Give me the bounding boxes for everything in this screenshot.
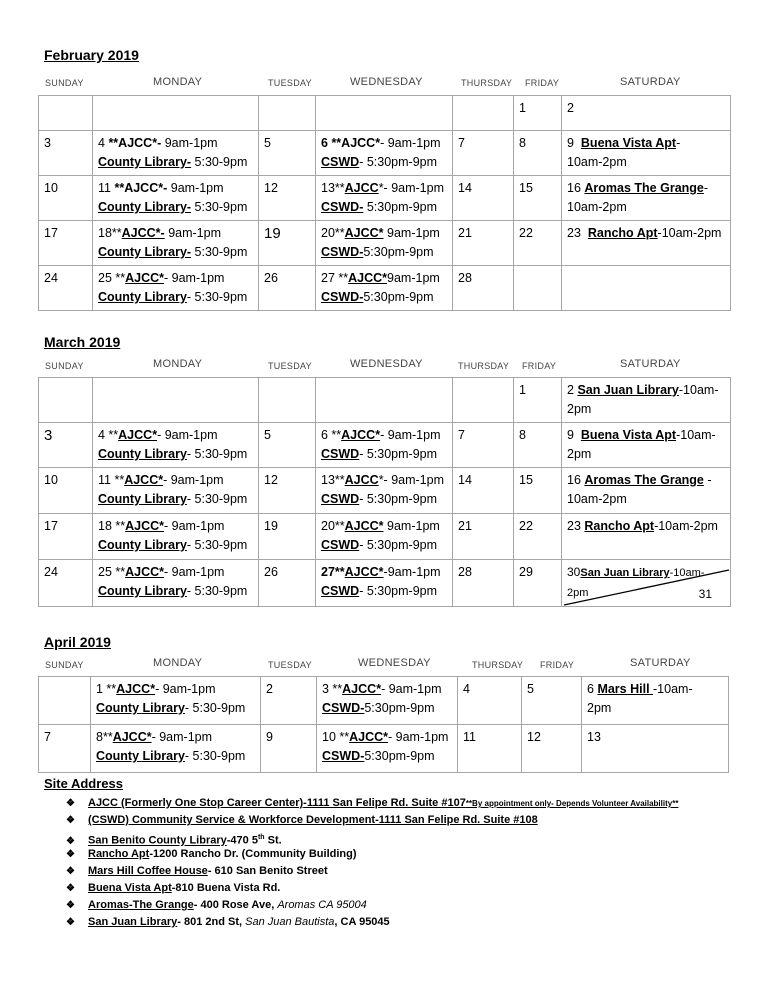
day-cell: 18 **AJCC*- 9am-1pm County Library- 5:30-9pm [93, 514, 259, 560]
dow-friday: FRIDAY [522, 361, 557, 371]
day-cell: 22 [514, 221, 562, 266]
apr-calendar [38, 676, 729, 773]
day-cell: 9 Buena Vista Apt-10am- 2pm [562, 423, 731, 468]
table-row [39, 423, 731, 468]
day-cell: 1 [514, 96, 562, 131]
diamond-bullet-icon: ❖ [66, 815, 75, 826]
table-row [39, 560, 731, 607]
diamond-bullet-icon: ❖ [66, 917, 75, 928]
day-cell: 9 Buena Vista Apt- 10am-2pm [562, 131, 731, 176]
table-row [39, 725, 729, 773]
diamond-bullet-icon: ❖ [66, 883, 75, 894]
list-item: ❖ (CSWD) Community Service & Workforce Development-1111 San Felipe Rd. Suite #108 [66, 812, 678, 829]
day-cell: 27 **AJCC*9am-1pm CSWD-5:30pm-9pm [316, 266, 453, 311]
dow-thursday: THURSDAY [461, 78, 513, 88]
day-cell: 5 [259, 423, 316, 468]
day-cell: 1 **AJCC*- 9am-1pm County Library- 5:30-9pm [91, 677, 261, 725]
dow-sunday: SUNDAY [45, 361, 84, 371]
day-cell: 27**AJCC*-9am-1pm CSWD- 5:30pm-9pm [316, 560, 453, 607]
table-row [39, 221, 731, 266]
table-row [39, 514, 731, 560]
day-cell: 25 **AJCC*- 9am-1pm County Library- 5:30-9pm [93, 266, 259, 311]
day-cell: 17 [39, 514, 93, 560]
list-item: ❖ San Benito County Library-470 5th St. [66, 829, 678, 846]
day-cell: 13 [582, 725, 729, 773]
day-cell: 13**AJCC*- 9am-1pm CSWD- 5:30pm-9pm [316, 176, 453, 221]
dow-monday: MONDAY [153, 76, 203, 88]
diamond-bullet-icon: ❖ [66, 849, 75, 860]
day-cell: 21 [453, 514, 514, 560]
dow-wednesday: WEDNESDAY [350, 76, 423, 88]
day-cell: 2 [562, 96, 731, 131]
diamond-bullet-icon: ❖ [66, 900, 75, 911]
diamond-bullet-icon: ❖ [66, 866, 75, 877]
dow-saturday: SATURDAY [620, 358, 681, 370]
day-cell: 13**AJCC*- 9am-1pm CSWD- 5:30pm-9pm [316, 468, 453, 514]
table-row [39, 468, 731, 514]
day-cell: 7 [453, 423, 514, 468]
list-item: ❖ Aromas-The Grange- 400 Rose Ave, Aromas CA 95004 [66, 897, 678, 914]
mar-title: March 2019 [44, 334, 121, 350]
table-row [39, 378, 731, 423]
list-item: ❖ Rancho Apt-1200 Rancho Dr. (Community Building) [66, 846, 678, 863]
day-cell: 12 [259, 176, 316, 221]
day-cell: 21 [453, 221, 514, 266]
day-cell: 24 [39, 560, 93, 607]
day-cell: 5 [259, 131, 316, 176]
day-cell: 6 Mars Hill -10am- 2pm [582, 677, 729, 725]
day-cell: 15 [514, 468, 562, 514]
day-cell: 23 Rancho Apt-10am-2pm [562, 221, 731, 266]
day-cell: 2 San Juan Library-10am- 2pm [562, 378, 731, 423]
dow-saturday: SATURDAY [630, 657, 691, 669]
list-item: ❖ Mars Hill Coffee House- 610 San Benito Street [66, 863, 678, 880]
day-cell: 15 [514, 176, 562, 221]
day-cell: 8 [514, 423, 562, 468]
dow-friday: FRIDAY [540, 660, 575, 670]
day-cell: 3 [39, 131, 93, 176]
dow-thursday: THURSDAY [458, 361, 510, 371]
day-cell: 29 [514, 560, 562, 607]
day-cell: 20**AJCC* 9am-1pm CSWD-5:30pm-9pm [316, 221, 453, 266]
list-item: ❖ Buena Vista Apt-810 Buena Vista Rd. [66, 880, 678, 897]
day-cell: 18**AJCC*- 9am-1pm County Library- 5:30-9pm [93, 221, 259, 266]
day-cell: 6 **AJCC*- 9am-1pm CSWD- 5:30pm-9pm [316, 423, 453, 468]
day-cell: 12 [259, 468, 316, 514]
dow-thursday: THURSDAY [472, 660, 524, 670]
table-row [39, 96, 731, 131]
list-item: ❖ San Juan Library- 801 2nd St, San Juan Bautista, CA 95045 [66, 914, 678, 931]
dow-monday: MONDAY [153, 657, 203, 669]
list-item: ❖ AJCC (Formerly One Stop Career Center)-1111 San Felipe Rd. Suite #107**By appointment only- Depends Volunteer Availability** [66, 795, 678, 812]
day-cell: 14 [453, 468, 514, 514]
day-cell: 26 [259, 266, 316, 311]
day-cell: 1 [514, 378, 562, 423]
dow-tuesday: TUESDAY [268, 361, 312, 371]
day-cell: 25 **AJCC*- 9am-1pm County Library- 5:30-9pm [93, 560, 259, 607]
day-cell: 19 [259, 514, 316, 560]
dow-friday: FRIDAY [525, 78, 560, 88]
day-cell: 10 [39, 468, 93, 514]
day-cell: 23 Rancho Apt-10am-2pm [562, 514, 731, 560]
day-cell: 7 [453, 131, 514, 176]
day-cell: 28 [453, 560, 514, 607]
dow-tuesday: TUESDAY [268, 660, 312, 670]
day-cell: 11 **AJCC*- 9am-1pm County Library- 5:30-9pm [93, 176, 259, 221]
diamond-bullet-icon: ❖ [66, 835, 75, 847]
day-cell: 5 [522, 677, 582, 725]
day-cell: 14 [453, 176, 514, 221]
day-cell: 10 [39, 176, 93, 221]
diamond-bullet-icon: ❖ [66, 798, 75, 809]
day-cell: 8**AJCC*- 9am-1pm County Library- 5:30-9pm [91, 725, 261, 773]
feb-calendar [38, 95, 731, 311]
dow-sunday: SUNDAY [45, 660, 84, 670]
day-cell: 3 [39, 423, 93, 468]
dow-saturday: SATURDAY [620, 76, 681, 88]
apr-title: April 2019 [44, 634, 111, 650]
day-cell: 20**AJCC* 9am-1pm CSWD- 5:30pm-9pm [316, 514, 453, 560]
day-cell: 24 [39, 266, 93, 311]
day-cell: 10 **AJCC*- 9am-1pm CSWD-5:30pm-9pm [317, 725, 458, 773]
day-cell: 7 [39, 725, 91, 773]
dow-sunday: SUNDAY [45, 78, 84, 88]
table-row [39, 677, 729, 725]
dow-monday: MONDAY [153, 358, 203, 370]
site-address-list [66, 795, 678, 931]
day-cell: 28 [453, 266, 514, 311]
day-cell: 16 Aromas The Grange - 10am-2pm [562, 468, 731, 514]
table-row [39, 131, 731, 176]
day-cell: 9 [261, 725, 317, 773]
day-31: 31 [698, 587, 712, 601]
day-cell-split: 30San Juan Library-10am- 2pm 31 [562, 560, 731, 607]
dow-wednesday: WEDNESDAY [350, 358, 423, 370]
day-cell: 4 **AJCC*- 9am-1pm County Library- 5:30-9pm [93, 423, 259, 468]
table-row [39, 176, 731, 221]
day-cell: 3 **AJCC*- 9am-1pm CSWD-5:30pm-9pm [317, 677, 458, 725]
day-cell: 11 [458, 725, 522, 773]
site-address-title: Site Address [44, 776, 123, 791]
table-row [39, 266, 731, 311]
day-cell: 19 [259, 221, 316, 266]
day-cell: 26 [259, 560, 316, 607]
day-cell: 4 [458, 677, 522, 725]
day-cell: 8 [514, 131, 562, 176]
day-cell: 11 **AJCC*- 9am-1pm County Library- 5:30-9pm [93, 468, 259, 514]
day-cell: 16 Aromas The Grange- 10am-2pm [562, 176, 731, 221]
dow-wednesday: WEDNESDAY [358, 657, 431, 669]
day-cell: 4 **AJCC*- 9am-1pm County Library- 5:30-9pm [93, 131, 259, 176]
feb-title: February 2019 [44, 47, 139, 63]
dow-tuesday: TUESDAY [268, 78, 312, 88]
day-cell: 6 **AJCC*- 9am-1pm CSWD- 5:30pm-9pm [316, 131, 453, 176]
mar-calendar [38, 377, 731, 607]
day-cell: 17 [39, 221, 93, 266]
day-cell: 12 [522, 725, 582, 773]
day-cell: 22 [514, 514, 562, 560]
day-cell: 2 [261, 677, 317, 725]
